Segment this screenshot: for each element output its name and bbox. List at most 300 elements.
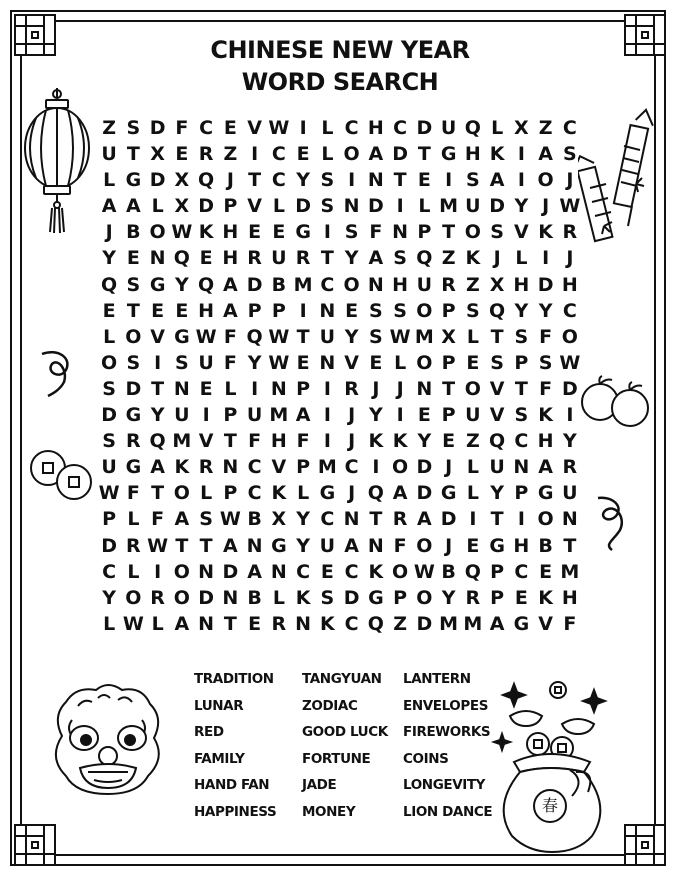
grid-letter: V [150, 325, 165, 348]
grid-letter: A [368, 247, 384, 270]
grid-letter: E [296, 351, 310, 374]
grid-letter: J [493, 247, 501, 270]
grid-letter: K [538, 221, 553, 244]
grid-letter: H [270, 430, 287, 453]
grid-letter: J [542, 195, 550, 218]
grid-letter: N [367, 169, 384, 192]
grid-letter: O [416, 299, 433, 322]
grid-letter: F [126, 482, 140, 505]
grid-letter: O [343, 273, 360, 296]
grid-letter: J [396, 377, 404, 400]
grid-letter: D [367, 195, 384, 218]
grid-row [97, 376, 582, 402]
grid-letter: E [102, 299, 116, 322]
grid-letter: M [172, 430, 192, 453]
word-list-item: LANTERN [403, 671, 471, 687]
grid-letter: R [247, 247, 262, 270]
grid-letter: E [417, 169, 431, 192]
grid-letter: J [445, 534, 453, 557]
grid-letter: W [389, 325, 411, 348]
grid-letter: D [198, 586, 215, 609]
grid-letter: D [246, 273, 263, 296]
grid-letter: W [413, 560, 435, 583]
grid-row [97, 272, 582, 298]
grid-letter: Y [344, 325, 359, 348]
grid-letter: I [372, 456, 380, 479]
grid-letter: R [198, 143, 214, 166]
grid-letter: H [561, 273, 578, 296]
grid-letter: H [464, 143, 481, 166]
grid-letter: U [246, 404, 263, 427]
grid-letter: T [296, 325, 310, 348]
grid-letter: A [368, 143, 384, 166]
word-list-item: LION DANCE [403, 803, 493, 820]
grid-letter: X [174, 195, 190, 218]
grid-letter: T [514, 377, 528, 400]
grid-letter: P [393, 586, 408, 609]
grid-letter: U [101, 143, 117, 166]
grid-letter: E [514, 586, 528, 609]
grid-letter: N [222, 586, 239, 609]
grid-row [97, 559, 582, 585]
grid-letter: G [295, 221, 311, 244]
grid-letter: Q [464, 117, 481, 139]
grid-letter: D [440, 508, 457, 531]
grid-letter: N [343, 195, 360, 218]
grid-letter: R [198, 456, 214, 479]
grid-letter: M [293, 273, 313, 296]
grid-letter: L [466, 482, 479, 505]
grid-letter: E [126, 247, 140, 270]
grid-letter: D [149, 117, 166, 139]
grid-letter: N [392, 221, 409, 244]
word-list-item: TRADITION [194, 671, 274, 687]
grid-letter: Z [393, 612, 408, 635]
grid-letter: I [566, 404, 574, 427]
grid-letter: L [321, 143, 334, 166]
grid-letter: O [101, 351, 118, 374]
grid-row [97, 115, 582, 141]
grid-letter: F [248, 430, 262, 453]
grid-letter: P [490, 560, 505, 583]
grid-letter: Y [441, 586, 456, 609]
grid-letter: C [247, 482, 262, 505]
grid-letter: Z [223, 143, 238, 166]
grid-letter: C [271, 143, 286, 166]
grid-letter: Z [465, 273, 480, 296]
grid-letter: D [295, 195, 312, 218]
grid-letter: D [537, 273, 554, 296]
grid-letter: L [394, 351, 407, 374]
grid-letter: M [439, 612, 459, 635]
grid-letter: B [441, 560, 456, 583]
grid-letter: O [173, 482, 190, 505]
grid-letter: V [489, 377, 505, 400]
grid-letter: O [416, 586, 433, 609]
grid-letter: I [251, 143, 259, 166]
grid-letter: Y [368, 404, 383, 427]
grid-row [97, 298, 582, 324]
grid-letter: I [251, 377, 259, 400]
grid-letter: P [223, 482, 238, 505]
grid-letter: C [320, 273, 335, 296]
grid-letter: A [538, 456, 553, 479]
grid-letter: Q [367, 612, 384, 635]
grid-letter: K [368, 430, 384, 453]
grid-letter: U [465, 404, 481, 427]
grid-letter: E [296, 143, 310, 166]
grid-letter: S [126, 273, 141, 296]
grid-letter: V [198, 430, 214, 453]
grid-letter: W [559, 195, 581, 218]
grid-letter: O [416, 534, 433, 557]
grid-letter: B [538, 534, 553, 557]
grid-letter: J [566, 169, 574, 192]
grid-letter: E [272, 221, 286, 244]
grid-letter: N [319, 299, 336, 322]
grid-letter: T [126, 299, 140, 322]
grid-row [97, 480, 582, 506]
grid-letter: U [319, 534, 336, 557]
grid-row [97, 428, 582, 454]
grid-letter: A [126, 195, 141, 218]
grid-letter: S [514, 325, 529, 348]
grid-row [97, 141, 582, 167]
grid-letter: S [320, 169, 335, 192]
grid-letter: Q [367, 482, 384, 505]
grid-letter: G [125, 169, 142, 192]
grid-letter: R [295, 247, 311, 270]
oranges-icon [578, 372, 658, 432]
grid-letter: B [247, 586, 262, 609]
grid-letter: D [343, 586, 360, 609]
grid-letter: J [348, 482, 356, 505]
grid-letter: P [514, 351, 529, 374]
grid-letter: K [271, 482, 287, 505]
grid-letter: O [125, 586, 142, 609]
grid-letter: G [125, 456, 142, 479]
grid-letter: V [271, 456, 287, 479]
grid-letter: Y [514, 195, 529, 218]
grid-letter: M [269, 404, 289, 427]
grid-letter: T [151, 377, 165, 400]
grid-letter: J [348, 430, 356, 453]
grid-letter: G [174, 325, 190, 348]
grid-letter: D [416, 482, 433, 505]
grid-letter: N [198, 560, 215, 583]
grid-letter: C [296, 560, 311, 583]
grid-letter: I [154, 351, 162, 374]
grid-letter: A [101, 195, 117, 218]
grid-letter: A [223, 299, 238, 322]
grid-letter: P [223, 404, 238, 427]
grid-letter: S [102, 377, 116, 400]
grid-letter: P [296, 377, 311, 400]
corner-ornament-bottom-right [622, 822, 668, 868]
grid-letter: P [102, 508, 117, 531]
grid-letter: C [102, 560, 117, 583]
grid-letter: Y [417, 430, 432, 453]
grid-letter: S [369, 299, 383, 322]
money-bag-character: 春 [541, 796, 558, 815]
grid-letter: P [417, 221, 432, 244]
grid-letter: A [417, 508, 432, 531]
grid-letter: O [464, 377, 481, 400]
grid-letter: I [396, 404, 404, 427]
grid-letter: L [200, 482, 213, 505]
grid-letter: R [126, 534, 141, 557]
grid-letter: U [489, 456, 505, 479]
firecracker-icon [578, 106, 663, 256]
grid-letter: A [489, 169, 505, 192]
word-list-item: TANGYUAN [302, 671, 382, 687]
grid-letter: G [513, 612, 530, 635]
grid-letter: T [175, 534, 189, 557]
grid-letter: O [392, 456, 409, 479]
grid-letter: E [466, 534, 480, 557]
grid-letter: E [369, 351, 383, 374]
grid-letter: C [514, 560, 529, 583]
grid-letter: Q [489, 299, 506, 322]
grid-letter: D [416, 612, 433, 635]
grid-letter: V [514, 221, 529, 244]
grid-letter: R [392, 508, 408, 531]
grid-letter: Z [538, 117, 553, 139]
grid-letter: P [296, 456, 311, 479]
money-bag-icon [484, 676, 619, 856]
grid-letter: F [539, 325, 553, 348]
grid-letter: N [222, 456, 239, 479]
word-list-item: HAPPINESS [194, 803, 277, 820]
grid-letter: N [198, 612, 215, 635]
grid-letter: A [247, 560, 262, 583]
grid-letter: A [223, 534, 238, 557]
grid-letter: H [561, 586, 578, 609]
grid-letter: E [442, 430, 456, 453]
lion-head-icon [42, 676, 172, 806]
grid-letter: C [320, 508, 335, 531]
grid-letter: M [317, 456, 337, 479]
grid-letter: O [464, 221, 481, 244]
grid-row [97, 402, 582, 428]
grid-letter: E [345, 299, 359, 322]
word-list-item: LONGEVITY [403, 777, 486, 793]
word-list-item: FIREWORKS [403, 724, 491, 740]
grid-letter: G [149, 273, 166, 296]
grid-letter: Y [538, 299, 553, 322]
grid-letter: C [344, 117, 359, 139]
grid-letter: J [105, 221, 113, 244]
grid-letter: W [219, 508, 241, 531]
swirl-icon [38, 348, 78, 398]
grid-letter: A [150, 456, 165, 479]
grid-letter: T [320, 247, 334, 270]
grid-letter: U [465, 195, 481, 218]
grid-letter: K [489, 143, 505, 166]
grid-letter: X [150, 143, 165, 166]
grid-letter: Y [102, 247, 116, 270]
grid-letter: W [147, 534, 169, 557]
grid-letter: F [539, 377, 553, 400]
grid-letter: D [149, 169, 166, 192]
grid-letter: D [489, 195, 506, 218]
grid-letter: D [416, 117, 433, 139]
grid-letter: C [344, 560, 359, 583]
grid-letter: I [517, 143, 525, 166]
grid-letter: R [562, 221, 578, 244]
grid-letter: Z [441, 247, 456, 270]
grid-letter: S [320, 586, 335, 609]
grid-letter: Y [150, 404, 165, 427]
grid-letter: T [369, 508, 383, 531]
coins-icon [26, 446, 101, 506]
grid-letter: W [195, 325, 217, 348]
grid-letter: J [566, 247, 574, 270]
grid-letter: X [514, 117, 529, 139]
grid-letter: I [469, 508, 477, 531]
grid-letter: E [223, 117, 237, 139]
grid-letter: U [174, 404, 190, 427]
grid-letter: O [173, 560, 190, 583]
grid-letter: I [445, 169, 453, 192]
grid-letter: F [175, 117, 189, 139]
grid-letter: R [126, 430, 141, 453]
grid-letter: I [299, 117, 307, 139]
grid-letter: T [223, 612, 237, 635]
page-title-line-1: CHINESE NEW YEAR [210, 36, 470, 64]
grid-letter: L [272, 195, 285, 218]
grid-letter: D [125, 377, 142, 400]
grid-letter: U [101, 456, 117, 479]
grid-letter: L [127, 560, 140, 583]
grid-letter: G [368, 586, 384, 609]
grid-letter: A [538, 143, 553, 166]
grid-letter: C [562, 299, 577, 322]
grid-letter: O [173, 586, 190, 609]
word-list-item: FORTUNE [302, 750, 371, 767]
grid-letter: C [271, 169, 286, 192]
grid-letter: E [175, 143, 189, 166]
grid-letter: C [344, 612, 359, 635]
grid-letter: L [466, 456, 479, 479]
grid-letter: X [271, 508, 287, 531]
grid-row [97, 245, 582, 271]
grid-letter: K [198, 221, 214, 244]
grid-letter: M [414, 325, 434, 348]
grid-letter: V [344, 351, 359, 374]
grid-letter: U [271, 247, 287, 270]
grid-letter: W [98, 482, 120, 505]
grid-letter: F [223, 325, 237, 348]
grid-letter: S [393, 247, 407, 270]
grid-letter: S [126, 117, 141, 139]
grid-letter: L [466, 325, 479, 348]
grid-letter: L [103, 169, 116, 192]
grid-letter: Y [562, 430, 577, 453]
grid-row [97, 324, 582, 350]
grid-letter: X [174, 169, 190, 192]
grid-row [97, 533, 582, 559]
lantern-icon [22, 86, 92, 236]
grid-letter: S [490, 351, 504, 374]
grid-letter: K [392, 430, 408, 453]
grid-letter: Y [514, 299, 529, 322]
grid-letter: I [396, 195, 404, 218]
grid-letter: P [441, 299, 456, 322]
grid-letter: I [323, 377, 331, 400]
grid-letter: H [222, 221, 239, 244]
grid-letter: W [268, 117, 290, 139]
grid-letter: B [271, 273, 287, 296]
grid-letter: H [222, 247, 239, 270]
grid-letter: V [489, 404, 505, 427]
grid-letter: O [416, 351, 433, 374]
page-title-line-2: WORD SEARCH [241, 68, 439, 96]
grid-letter: G [489, 534, 505, 557]
grid-letter: S [563, 143, 577, 166]
grid-letter: K [538, 404, 553, 427]
grid-letter: I [542, 247, 550, 270]
word-list-item: ENVELOPES [403, 697, 489, 714]
grid-letter: P [223, 195, 238, 218]
grid-letter: T [417, 143, 431, 166]
grid-letter: W [559, 351, 581, 374]
grid-letter: X [441, 325, 456, 348]
grid-letter: F [369, 221, 383, 244]
grid-letter: Y [296, 169, 310, 192]
grid-letter: D [392, 143, 409, 166]
grid-letter: P [247, 299, 262, 322]
word-list-item: LUNAR [194, 697, 244, 714]
grid-letter: S [344, 221, 359, 244]
grid-letter: Q [149, 430, 166, 453]
grid-letter: E [417, 404, 431, 427]
grid-row [97, 350, 582, 376]
grid-letter: L [515, 247, 528, 270]
grid-letter: I [517, 508, 525, 531]
grid-letter: R [441, 273, 456, 296]
grid-letter: Y [296, 534, 310, 557]
grid-letter: I [323, 430, 331, 453]
grid-letter: L [491, 117, 504, 139]
grid-letter: Y [174, 273, 189, 296]
grid-letter: W [171, 221, 193, 244]
grid-letter: O [149, 221, 166, 244]
grid-letter: S [490, 221, 504, 244]
swirl-icon [592, 494, 632, 554]
word-list-item: GOOD LUCK [302, 724, 388, 740]
grid-letter: U [440, 117, 457, 139]
grid-letter: O [537, 508, 554, 531]
grid-row [97, 219, 582, 245]
grid-letter: D [222, 560, 239, 583]
grid-letter: R [150, 586, 165, 609]
grid-letter: N [149, 247, 166, 270]
grid-letter: I [299, 299, 307, 322]
grid-letter: Q [173, 247, 190, 270]
grid-letter: B [126, 221, 141, 244]
grid-letter: T [442, 221, 456, 244]
grid-letter: N [270, 377, 287, 400]
grid-letter: G [537, 482, 554, 505]
grid-letter: L [127, 508, 140, 531]
grid-letter: F [223, 351, 237, 374]
grid-letter: N [513, 456, 530, 479]
grid-letter: W [122, 612, 144, 635]
word-search-grid [97, 115, 582, 637]
grid-letter: R [271, 612, 287, 635]
grid-letter: S [175, 351, 189, 374]
